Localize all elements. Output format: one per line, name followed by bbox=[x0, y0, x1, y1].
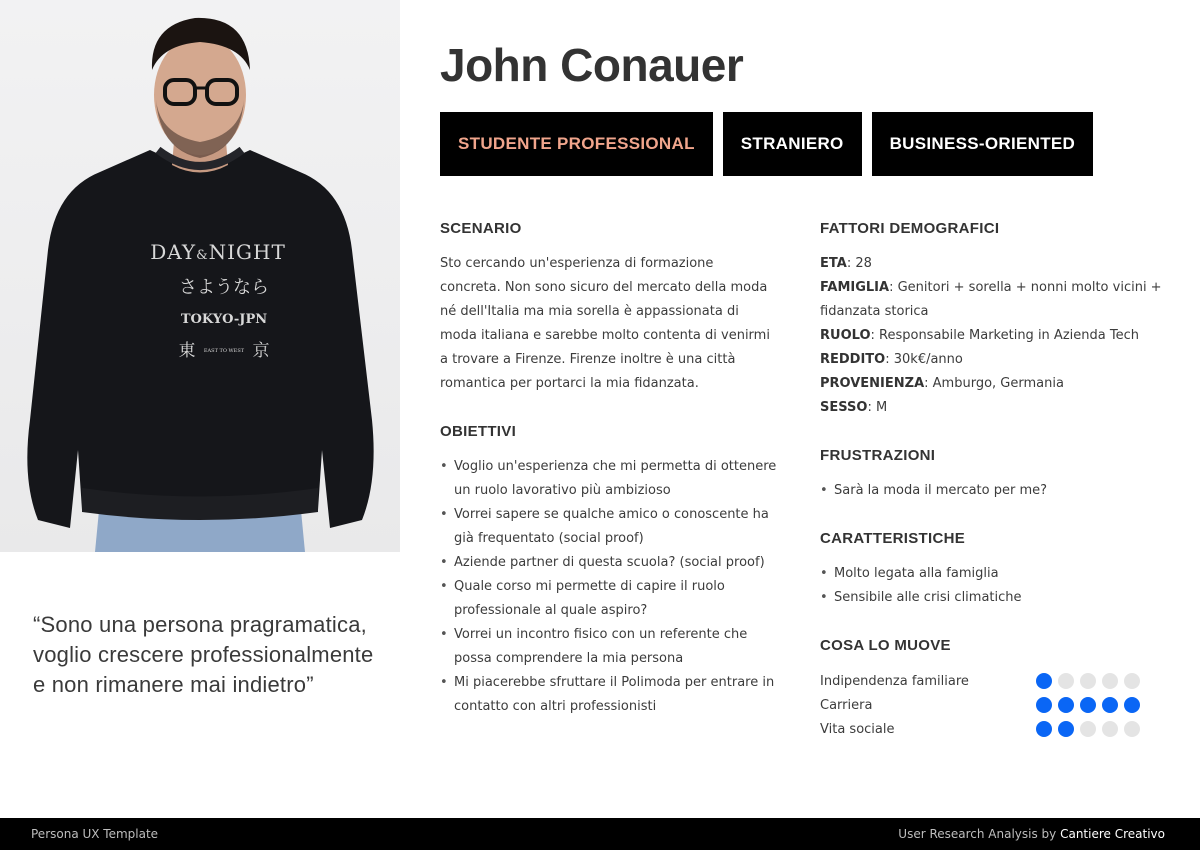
svg-text:DAY&NIGHT: DAY&NIGHT bbox=[150, 240, 286, 264]
scenario-section bbox=[440, 220, 790, 396]
list-item: • Molto legata alla famiglia bbox=[820, 562, 1165, 586]
persona-name: John Conauer bbox=[440, 39, 744, 91]
demografico-ruolo: RUOLO: Responsabile Marketing in Azienda Tech bbox=[820, 328, 1139, 343]
footer-brand-link[interactable]: Cantiere Creativo bbox=[1060, 827, 1165, 841]
footer-template-label: Persona UX Template bbox=[31, 827, 159, 841]
rating-dots bbox=[1036, 697, 1140, 713]
tag-studente-professional: STUDENTE PROFESSIONAL bbox=[440, 112, 713, 176]
persona-illustration bbox=[0, 0, 400, 552]
rating-dot-filled bbox=[1058, 697, 1074, 713]
demografico-eta: ETA: 28 bbox=[820, 256, 872, 271]
motivazione-label: Vita sociale bbox=[820, 721, 895, 737]
obiettivi-heading: OBIETTIVI bbox=[440, 423, 517, 440]
rating-dots bbox=[1036, 721, 1140, 737]
demografico-reddito: REDDITO: 30k€/anno bbox=[820, 352, 963, 367]
svg-text:東: 東 bbox=[178, 341, 196, 361]
rating-dot-filled bbox=[1080, 697, 1096, 713]
persona-photo bbox=[0, 0, 400, 552]
rating-dot-empty bbox=[1102, 673, 1118, 689]
list-item: • Vorrei un incontro fisico con un referente che possa comprendere la mia persona bbox=[440, 623, 785, 671]
list-item: • Sensibile alle crisi climatiche bbox=[820, 586, 1165, 610]
frustrazioni-section bbox=[820, 447, 1165, 503]
rating-dot-filled bbox=[1058, 721, 1074, 737]
svg-text:さようなら: さようなら bbox=[179, 277, 269, 298]
list-item: • Sarà la moda il mercato per me? bbox=[820, 479, 1165, 503]
list-item: • Aziende partner di questa scuola? (social proof) bbox=[440, 551, 785, 575]
frustrazioni-list bbox=[820, 479, 1165, 503]
demografico-provenienza: PROVENIENZA: Amburgo, Germania bbox=[820, 376, 1064, 391]
rating-dot-empty bbox=[1124, 721, 1140, 737]
demografici-section bbox=[820, 220, 1165, 420]
rating-dot-empty bbox=[1058, 673, 1074, 689]
motivazione-label: Indipendenza familiare bbox=[820, 673, 969, 689]
motivazione-row bbox=[820, 693, 1165, 717]
footer bbox=[0, 818, 1200, 850]
demografici-heading: FATTORI DEMOGRAFICI bbox=[820, 220, 1000, 237]
scenario-heading: SCENARIO bbox=[440, 220, 522, 237]
tag-business-oriented: BUSINESS-ORIENTED bbox=[872, 112, 1094, 176]
scenario-text: Sto cercando un'esperienza di formazione concreta. Non sono sicuro del mercato della moda né dell'Italia ma mia sorella è appassionata di moda italiana e sarebbe molto contenta di venirmi a trovare a Firenze. Firenze inoltre è una città romantica per portarci la mia fidanzata. bbox=[440, 256, 770, 391]
svg-text:京: 京 bbox=[252, 341, 270, 361]
list-item: • Voglio un'esperienza che mi permetta di ottenere un ruolo lavorativo più ambizioso bbox=[440, 455, 785, 503]
rating-dots bbox=[1036, 673, 1140, 689]
caratteristiche-list bbox=[820, 562, 1165, 610]
caratteristiche-section bbox=[820, 530, 1165, 610]
demografico-sesso: SESSO: M bbox=[820, 400, 888, 415]
rating-dot-empty bbox=[1102, 721, 1118, 737]
obiettivi-list bbox=[440, 455, 785, 719]
list-item: • Vorrei sapere se qualche amico o conoscente ha già frequentato (social proof) bbox=[440, 503, 785, 551]
persona-tags bbox=[440, 112, 1093, 176]
svg-text:TOKYO-JPN: TOKYO-JPN bbox=[180, 312, 268, 327]
list-item: • Quale corso mi permette di capire il ruolo professionale al quale aspiro? bbox=[440, 575, 785, 623]
rating-dot-filled bbox=[1036, 697, 1052, 713]
rating-dot-filled bbox=[1036, 721, 1052, 737]
demografico-famiglia: FAMIGLIA: Genitori + sorella + nonni molto vicini + fidanzata storica bbox=[820, 280, 1162, 319]
rating-dot-empty bbox=[1080, 673, 1096, 689]
persona-quote: “Sono una persona pragramatica, voglio crescere professionalmente e non rimanere mai indietro” bbox=[33, 612, 374, 697]
obiettivi-section bbox=[440, 423, 790, 719]
motivazione-label: Carriera bbox=[820, 697, 873, 713]
right-column bbox=[820, 220, 1165, 768]
motivazione-row bbox=[820, 717, 1165, 741]
rating-dot-filled bbox=[1102, 697, 1118, 713]
motivazioni-section bbox=[820, 637, 1165, 741]
rating-dot-filled bbox=[1036, 673, 1052, 689]
rating-dot-empty bbox=[1080, 721, 1096, 737]
motivazioni-heading: COSA LO MUOVE bbox=[820, 637, 951, 654]
rating-dot-filled bbox=[1124, 697, 1140, 713]
footer-credit: User Research Analysis by Cantiere Creativo bbox=[898, 827, 1165, 841]
motivazione-row bbox=[820, 669, 1165, 693]
caratteristiche-heading: CARATTERISTICHE bbox=[820, 530, 966, 547]
tag-straniero: STRANIERO bbox=[723, 112, 862, 176]
frustrazioni-heading: FRUSTRAZIONI bbox=[820, 447, 936, 464]
list-item: • Mi piacerebbe sfruttare il Polimoda per entrare in contatto con altri professionisti bbox=[440, 671, 785, 719]
left-column bbox=[440, 220, 790, 746]
rating-dot-empty bbox=[1124, 673, 1140, 689]
svg-text:EAST TO WEST: EAST TO WEST bbox=[203, 348, 245, 354]
